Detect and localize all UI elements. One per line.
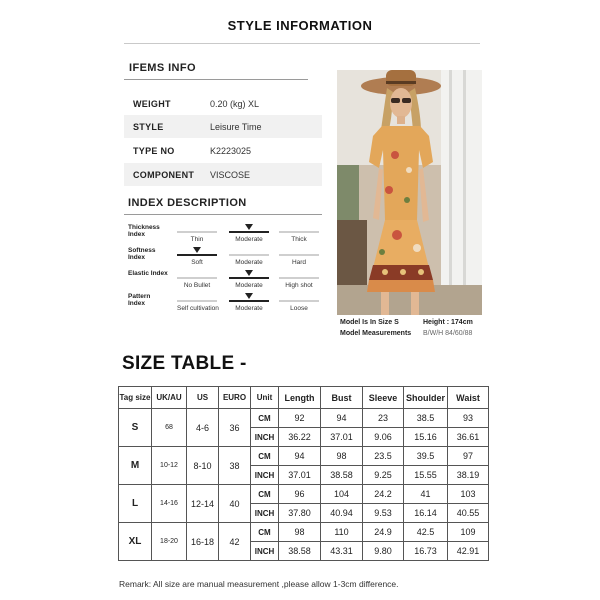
inch-value-cell: 16.73 (404, 542, 448, 561)
model-measure-label: Model Measurements (340, 330, 412, 337)
uk-au-cell: 14-16 (152, 485, 187, 523)
inch-value-cell: 15.55 (404, 466, 448, 485)
inch-value-cell: 15.16 (404, 428, 448, 447)
cm-value-cell: 24.9 (363, 523, 404, 542)
index-option-label: No Bullet (183, 282, 211, 289)
index-option (177, 300, 217, 312)
inch-value-cell: 38.58 (279, 542, 321, 561)
items-info-title: IFEMS INFO (129, 62, 196, 74)
index-bar (229, 254, 269, 256)
index-option-label: Moderate (235, 305, 263, 312)
index-option-label: Thin (190, 236, 204, 243)
model-height-value: 174cm (451, 319, 473, 326)
cm-value-cell: 24.2 (363, 485, 404, 504)
cm-value-cell: 94 (321, 409, 363, 428)
index-option-label: Hard (291, 259, 307, 266)
index-option-label: Soft (191, 259, 203, 266)
index-bar (279, 300, 319, 302)
unit-cm-cell: CM (251, 409, 279, 428)
us-cell: 4-6 (187, 409, 219, 447)
remark-text: Remark: All size are manual measurement ,please allow 1-3cm difference. (119, 579, 399, 589)
info-value: VISCOSE (210, 169, 251, 180)
unit-inch-cell: INCH (251, 542, 279, 561)
euro-cell: 42 (219, 523, 251, 561)
uk-au-cell: 10-12 (152, 447, 187, 485)
index-option-label: Self cultivation (177, 305, 219, 312)
inch-value-cell: 9.06 (363, 428, 404, 447)
model-size (340, 319, 399, 326)
cm-value-cell: 41 (404, 485, 448, 504)
unit-cm-cell: CM (251, 485, 279, 504)
size-table-body (119, 409, 489, 561)
selected-marker-icon (193, 247, 201, 253)
index-bar (177, 231, 217, 233)
model-measure-value: B/W/H 84/60/88 (423, 330, 473, 337)
info-row-type-no (124, 139, 322, 162)
euro-cell: 38 (219, 447, 251, 485)
index-option (177, 277, 217, 289)
table-row (119, 447, 489, 466)
uk-au-cell: 18-20 (152, 523, 187, 561)
unit-cm-cell: CM (251, 523, 279, 542)
index-label: Pattern Index (128, 293, 151, 307)
product-photo (337, 70, 482, 315)
table-row (119, 409, 489, 428)
inch-value-cell: 37.01 (321, 428, 363, 447)
index-option (229, 231, 269, 243)
cm-value-cell: 23 (363, 409, 404, 428)
index-option-label: High shot (285, 282, 313, 289)
header-waist: Waist (448, 387, 489, 409)
index-option (279, 277, 319, 289)
inch-value-cell: 16.14 (404, 504, 448, 523)
index-option (279, 254, 319, 266)
header-tag-size: Tag size (119, 387, 152, 409)
cm-value-cell: 109 (448, 523, 489, 542)
us-cell: 12-14 (187, 485, 219, 523)
index-option (279, 231, 319, 243)
table-row (119, 523, 489, 542)
model-height (423, 319, 473, 326)
index-option (229, 254, 269, 266)
info-key: COMPONENT (133, 169, 195, 180)
index-bar (279, 254, 319, 256)
unit-cm-cell: CM (251, 447, 279, 466)
cm-value-cell: 92 (279, 409, 321, 428)
size-table-header-row (119, 387, 489, 409)
inch-value-cell: 40.55 (448, 504, 489, 523)
info-key: STYLE (133, 121, 164, 132)
index-bar (177, 277, 217, 279)
index-option (229, 300, 269, 312)
info-value: K2223025 (210, 145, 252, 156)
inch-value-cell: 37.01 (279, 466, 321, 485)
inch-value-cell: 42.91 (448, 542, 489, 561)
index-option (229, 277, 269, 289)
cm-value-cell: 23.5 (363, 447, 404, 466)
euro-cell: 36 (219, 409, 251, 447)
model-height-label: Height : (423, 319, 450, 326)
index-option (279, 300, 319, 312)
size-table (118, 386, 489, 561)
inch-value-cell: 36.22 (279, 428, 321, 447)
us-cell: 8-10 (187, 447, 219, 485)
info-key: TYPE NO (133, 145, 175, 156)
info-key: WEIGHT (133, 98, 171, 109)
index-bar (279, 277, 319, 279)
inch-value-cell: 40.94 (321, 504, 363, 523)
inch-value-cell: 43.31 (321, 542, 363, 561)
info-value: 0.20 (kg) XL (210, 98, 260, 109)
index-option (177, 231, 217, 243)
cm-value-cell: 97 (448, 447, 489, 466)
index-option-label: Loose (290, 305, 308, 312)
header-bust: Bust (321, 387, 363, 409)
cm-value-cell: 98 (321, 447, 363, 466)
cm-value-cell: 98 (279, 523, 321, 542)
index-bar (177, 300, 217, 302)
selected-marker-icon (245, 224, 253, 230)
uk-au-cell: 68 (152, 409, 187, 447)
tag-size-cell: S (119, 409, 152, 447)
header-length: Length (279, 387, 321, 409)
index-option-label: Moderate (235, 236, 263, 243)
header-euro: EURO (219, 387, 251, 409)
cm-value-cell: 38.5 (404, 409, 448, 428)
selected-marker-icon (245, 293, 253, 299)
model-measurements-value-wrap (423, 330, 472, 337)
index-label: Softness Index (128, 247, 156, 261)
tag-size-cell: M (119, 447, 152, 485)
model-measurements (340, 330, 411, 337)
index-bar (229, 277, 269, 279)
info-row-style (124, 115, 322, 138)
unit-inch-cell: INCH (251, 428, 279, 447)
header-us: US (187, 387, 219, 409)
euro-cell: 40 (219, 485, 251, 523)
index-label: Thickness Index (128, 224, 160, 238)
table-row (119, 485, 489, 504)
selected-marker-icon (245, 270, 253, 276)
tag-size-cell: L (119, 485, 152, 523)
header-divider (124, 43, 480, 44)
cm-value-cell: 103 (448, 485, 489, 504)
unit-inch-cell: INCH (251, 504, 279, 523)
cm-value-cell: 104 (321, 485, 363, 504)
info-row-weight (124, 92, 322, 115)
inch-value-cell: 36.61 (448, 428, 489, 447)
index-bar (177, 254, 217, 256)
cm-value-cell: 39.5 (404, 447, 448, 466)
model-size-label: Model Is In Size S (340, 319, 399, 326)
tag-size-cell: XL (119, 523, 152, 561)
inch-value-cell: 9.53 (363, 504, 404, 523)
header-uk-au: UK/AU (152, 387, 187, 409)
index-option-label: Moderate (235, 282, 263, 289)
cm-value-cell: 93 (448, 409, 489, 428)
us-cell: 16-18 (187, 523, 219, 561)
index-label: Elastic Index (128, 270, 168, 277)
index-option (177, 254, 217, 266)
inch-value-cell: 38.58 (321, 466, 363, 485)
index-option-label: Thick (291, 236, 307, 243)
inch-value-cell: 38.19 (448, 466, 489, 485)
cm-value-cell: 42.5 (404, 523, 448, 542)
index-description-divider (124, 214, 322, 215)
info-value: Leisure Time (210, 121, 262, 132)
info-row-component (124, 163, 322, 186)
cm-value-cell: 94 (279, 447, 321, 466)
header-sleeve: Sleeve (363, 387, 404, 409)
inch-value-cell: 9.25 (363, 466, 404, 485)
cm-value-cell: 110 (321, 523, 363, 542)
inch-value-cell: 37.80 (279, 504, 321, 523)
index-bar (229, 231, 269, 233)
index-option-label: Moderate (235, 259, 263, 266)
header-unit: Unit (251, 387, 279, 409)
inch-value-cell: 9.80 (363, 542, 404, 561)
header-shoulder: Shoulder (404, 387, 448, 409)
page-title: STYLE INFORMATION (227, 18, 373, 33)
items-info-divider (124, 79, 308, 80)
index-bar (229, 300, 269, 302)
unit-inch-cell: INCH (251, 466, 279, 485)
index-bar (279, 231, 319, 233)
cm-value-cell: 96 (279, 485, 321, 504)
index-description-title: INDEX DESCRIPTION (128, 197, 247, 209)
size-table-title: SIZE TABLE - (122, 353, 247, 374)
